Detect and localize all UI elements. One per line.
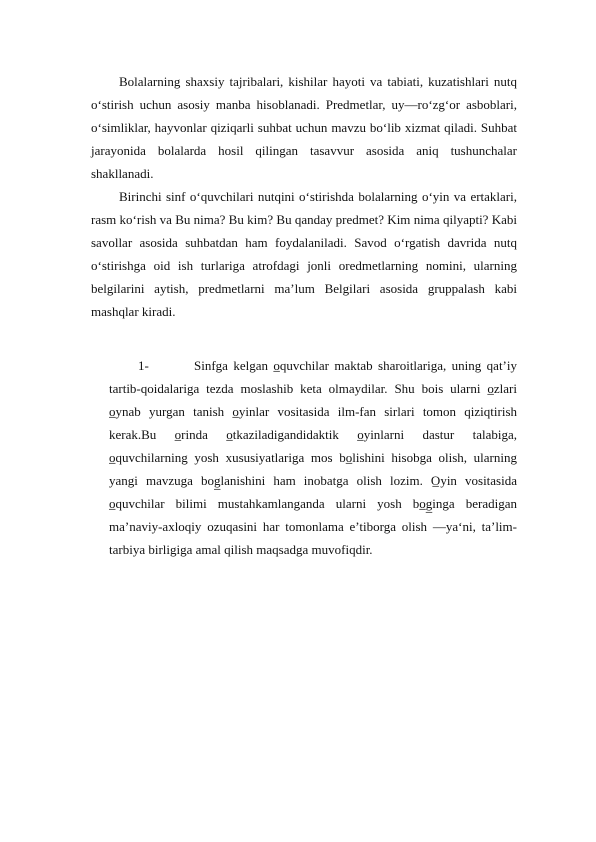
numbered-list-item-1 — [109, 354, 517, 561]
list-number: 1- — [138, 358, 149, 373]
list-item-text: Sinfga kelgan o̲quvchilar maktab sharoitlariga, uning qat’iy tartib-qoidalariga tezda moslashib keta olmaydilar. Shu bois ularni o̲zlari o̲ynab yurgan tanish o̲yinlar vositasida ilm-fan sirlari tomon qiziqtirish kerak.Bu o̲rinda o̲tkaziladigandidaktik o̲yinlarni dastur talabiga, o̲quvchilarning yosh xususiyatlariga mos bo̲lishini hisobga olish, ularning yangi mavzuga bog̲lanishini ham inobatga olish lozim. O̲yin vositasida o̲quvchilar bilimi mustahkamlanganda ularni yosh bo̲g̲inga beradigan ma’naviy-axloqiy ozuqasini har tomonlama e’tiborga olish —ya‘ni, ta’lim-tarbiya birligiga amal qilish maqsadga muvofiqdir. — [109, 358, 517, 557]
paragraph-1: Bolalarning shaxsiy tajribalari, kishilar hayoti va tabiati, kuzatishlari nutq o‘stirish uchun asosiy manba hisoblanadi. Predmetlar, uy—ro‘zg‘or asboblari, o‘simliklar, hayvonlar qiziqarli suhbat uchun mavzu bo‘lib xizmat qiladi. Suhbat jarayonida bolalarda hosil qilingan tasavvur asosida aniq tushunchalar shakllanadi. — [91, 74, 517, 181]
paragraph-2: Birinchi sinf o‘quvchilari nutqini o‘stirishda bolalarning o‘yin va ertaklari, rasm ko‘rish va Bu nima? Bu kim? Bu qanday predmet? Kim nima qilyapti? Kabi savollar asosida suhbatdan ham foydalaniladi. Savod o‘rgatish davrida nutq o‘stirishga oid ish turlariga atrofdagi jonli oredmetlarning nomini, ularning belgilarini aytish, predmetlarni ma’lum Belgilari asosida gruppalash kabi mashqlar kiradi. — [91, 189, 517, 319]
